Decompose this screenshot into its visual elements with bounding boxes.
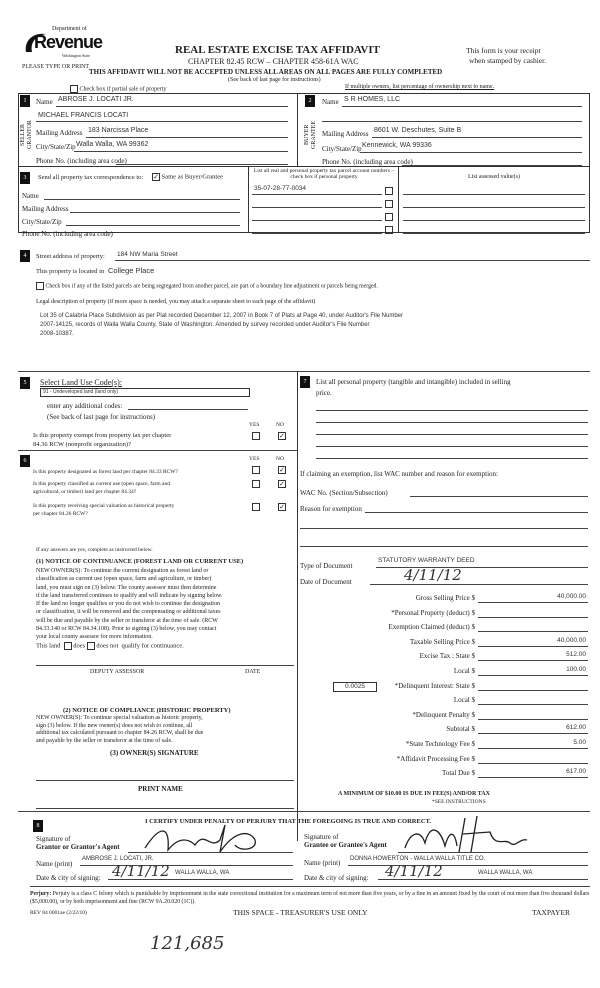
section-2-number: 2: [305, 95, 315, 107]
located-city[interactable]: College Place: [108, 266, 155, 275]
local-rate[interactable]: 0.0025: [333, 682, 377, 692]
exempt-no-checkbox[interactable]: ✓: [279, 432, 285, 440]
rev-number: REV 84 0001ae (2/22/10): [30, 910, 87, 916]
legal-description-3: 2008-10387.: [40, 331, 74, 337]
grantor-signature[interactable]: [140, 820, 280, 856]
receipt-note-2: when stamped by cashier.: [469, 56, 547, 65]
notice-2-line: NEW OWNER(S): To continue special valuation as historic property,: [36, 715, 203, 721]
tax-row-label: Taxable Selling Price $: [409, 637, 475, 646]
tax-row-label: *Delinquent Interest: State $: [394, 681, 475, 690]
tax-row-label: Subtotal $: [446, 725, 475, 734]
certify-statement: I CERTIFY UNDER PENALTY OF PERJURY THAT THE FOREGOING IS TRUE AND CORRECT.: [145, 818, 432, 825]
personal-property-checkbox[interactable]: [385, 200, 393, 208]
assessed-value-field[interactable]: [403, 233, 585, 234]
tax-row-value[interactable]: 612.00: [566, 724, 586, 732]
assessed-header: List assessed value(s): [468, 174, 520, 180]
exempt-question-2: 84.36 RCW (nonprofit organization)?: [33, 441, 131, 448]
land-use-label: Select Land Use Code(s):: [40, 378, 122, 387]
same-as-buyer-checkbox[interactable]: ✓: [153, 173, 159, 181]
seller-name-1[interactable]: ABROSE J. LOCATI JR.: [58, 96, 134, 103]
notice-1-line: will be due and payable by the seller or transferor at the time of sale. (RCW: [36, 617, 218, 624]
personal-property-checkbox[interactable]: [385, 213, 393, 221]
current-use-question-1: Is this property classified as current use (open space, farm and: [33, 481, 170, 487]
personal-property-checkbox[interactable]: [385, 187, 393, 195]
owner-signature-label: (3) OWNER(S) SIGNATURE: [110, 749, 199, 757]
section-4-number: 4: [20, 250, 30, 262]
date-label: DATE: [245, 669, 261, 675]
current-use-yes-checkbox[interactable]: [252, 480, 260, 488]
section-7-number: 7: [300, 376, 310, 388]
grantee-name-label: Name (print): [304, 859, 341, 867]
historic-yes-checkbox[interactable]: [252, 503, 260, 511]
exempt-question-1: Is this property exempt from property tax per chapter: [33, 432, 172, 439]
doc-date-label: Date of Document: [300, 578, 352, 586]
grantor-sig-label-2: Grantor or Grantor's Agent: [36, 843, 120, 851]
street-label: Street address of property:: [36, 253, 105, 260]
notice-1-text: [36, 567, 222, 642]
perjury-text: Perjury is a class C felony which is punishable by imprisonment in the state correctional institution for a maximum term of not more than five years, or by a fine in an amount fixed by the court of not more than five thousand dollars ($5,000.00), or by both imprisonment and fine (RCW 9A.20.020 (1C)).: [30, 891, 590, 905]
grantee-name[interactable]: DONNA HOWERTON - WALLA WALLA TITLE CO.: [350, 856, 486, 862]
grantee-sig-label-2: Grantee or Grantee's Agent: [304, 841, 387, 849]
exemption-label: If claiming an exemption, list WAC number and reason for exemption:: [300, 470, 498, 478]
seller-city[interactable]: Walla Walla, WA 99362: [76, 141, 149, 148]
grantor-name[interactable]: AMBROSE J. LOCATI, JR.: [82, 856, 154, 862]
please-type: PLEASE TYPE OR PRINT: [22, 64, 90, 70]
grantee-signature[interactable]: [395, 808, 535, 854]
seller-name-label: Name: [36, 98, 53, 106]
corr-phone-label: Phone No. (including area code): [22, 230, 113, 238]
seller-mailing[interactable]: 183 Narcissa Place: [88, 127, 149, 134]
continuance: [36, 642, 184, 650]
section-6-number: 6: [20, 455, 30, 467]
buyer-name-1[interactable]: S R HOMES, LLC: [344, 96, 401, 103]
perjury-notice: [30, 890, 590, 906]
seller-city-label: City/State/Zip: [36, 143, 76, 151]
notice-2-title: (2) NOTICE OF COMPLIANCE (HISTORIC PROPERTY): [63, 707, 231, 714]
dor-logo: [22, 26, 102, 62]
see-back-note: (See back of last page for instructions): [228, 77, 321, 83]
section-8-number: 8: [33, 820, 43, 832]
grantor-city[interactable]: WALLA WALLA, WA: [175, 870, 230, 876]
grantor-name-label: Name (print): [36, 860, 73, 868]
tax-row-label: Gross Selling Price $: [415, 594, 475, 602]
partial-sale[interactable]: [70, 85, 166, 93]
buyer-mailing[interactable]: 8601 W. Deschutes, Suite B: [374, 127, 462, 134]
buyer-side-label: BUYER GRANTEE: [304, 121, 317, 149]
doc-type[interactable]: STATUTORY WARRANTY DEED: [378, 557, 475, 564]
section-1-number: 1: [20, 95, 30, 107]
yes-header-6: YES: [249, 456, 260, 462]
legal-label: Legal description of property (if more space is needed, you may attach a separate sheet to each page of the affidavit): [36, 299, 316, 305]
section-3-number: 3: [20, 172, 30, 184]
notice-1-line: NEW OWNER(S): To continue the current designation as forest land or: [36, 568, 209, 574]
seller-phone-label: Phone No. (including area code): [36, 157, 127, 165]
tax-row-label: Excise Tax : State $: [419, 652, 475, 661]
no-header-6: NO: [276, 456, 284, 462]
form-subtitle: CHAPTER 82.45 RCW – CHAPTER 458-61A WAC: [188, 57, 359, 66]
grantee-date[interactable]: 4/11/12: [385, 862, 443, 880]
seller-name-2[interactable]: MICHAEL FRANCIS LOCATI: [38, 112, 129, 119]
partial-sale-checkbox[interactable]: [70, 85, 78, 93]
perjury-title: Perjury:: [30, 891, 52, 897]
minimum-note: A MINIMUM OF $10.00 IS DUE IN FEE(S) AND/OR TAX: [338, 791, 490, 797]
buyer-name-label: Name: [322, 98, 339, 106]
notice-1-line: land, you must sign on (3) below. The county assessor must then determine: [36, 584, 217, 591]
grantee-date-label: Date & city of signing:: [304, 874, 369, 882]
buyer-phone-label: Phone No. (including area code): [322, 158, 413, 166]
partial-sale-label: Check box if partial sale of property: [79, 86, 167, 93]
personal-property-label-1: List all personal property (tangible and intangible) included in selling: [316, 378, 511, 386]
correspondence-label: Send all property tax correspondence to:: [38, 174, 144, 181]
no-header-5: NO: [276, 422, 284, 428]
buyer-mailing-label: Mailing Address: [322, 130, 369, 138]
segregated-checkbox[interactable]: [36, 282, 44, 290]
tax-row-label: *Delinquent Penalty $: [412, 710, 475, 719]
deputy-assessor-label: DEPUTY ASSESSOR: [90, 669, 145, 675]
tax-row-label: Local $: [453, 667, 475, 675]
historic-no-checkbox[interactable]: ✓: [279, 503, 285, 511]
logo-dept: Department of: [52, 26, 87, 32]
tax-row-label: *Personal Property (deduct) $: [391, 608, 475, 617]
tax-row-label: Exemption Claimed (deduct) $: [388, 623, 475, 632]
notice-2-line: sign (3) below. If the new owner(s) does not wish to continue, all: [36, 722, 193, 729]
doc-type-label: Type of Document: [300, 562, 353, 570]
this-land-label: This land: [36, 642, 61, 650]
section-5-number: 5: [20, 377, 30, 389]
assessed-value-field[interactable]: [403, 207, 585, 208]
street-address[interactable]: 184 NW Maria Street: [117, 251, 178, 258]
tax-row-label: Total Due $: [442, 769, 475, 778]
logo-brand: Revenue: [34, 32, 103, 52]
if-yes-note: If any answers are yes, complete as instructed below.: [36, 547, 153, 553]
exempt-yes-checkbox[interactable]: [252, 432, 260, 440]
notice-1-line: If the land no longer qualifies or you do not wish to continue the designation: [36, 601, 220, 608]
notice-1-line: your local county assessor for more information.: [36, 634, 153, 641]
assessed-value-field[interactable]: [403, 194, 585, 195]
segregated[interactable]: [36, 282, 378, 290]
tax-row-label: *Affidavit Processing Fee $: [396, 754, 475, 763]
tax-row-value[interactable]: 40,000.00: [557, 593, 586, 600]
treasurer-note: THIS SPACE - TREASURER'S USE ONLY: [233, 908, 368, 917]
located-label: This property is located in: [36, 268, 105, 275]
grantor-sig-label-1: Signature of: [36, 835, 71, 843]
forest-question: Is this property designated as forest land per chapter 84.33 RCW?: [33, 469, 178, 475]
form-title: REAL ESTATE EXCISE TAX AFFIDAVIT: [175, 44, 380, 56]
logo-state: Washington State: [62, 53, 91, 58]
notice-2-line: additional tax calculated pursuant to chapter 84.26 RCW, shall be due: [36, 730, 204, 736]
tax-row-value[interactable]: 512.00: [566, 651, 586, 659]
does-not-label: does not: [96, 642, 119, 650]
tax-row-value[interactable]: 40,000.00: [557, 636, 586, 644]
legal-description-1: Lot 35 of Calabria Place Subdivision as per Plat recorded December 12, 2007 in Book 7 of Plats at Page 40, under Auditor's File Number: [40, 313, 404, 319]
buyer-city[interactable]: Kennewick, WA 99336: [362, 142, 432, 149]
notice-1-line: or classification, it will be removed and the compensating or additional taxes: [36, 609, 221, 616]
form-warning: THIS AFFIDAVIT WILL NOT BE ACCEPTED UNLESS ALL AREAS ON ALL PAGES ARE FULLY COMPLETED: [89, 68, 443, 76]
grantor-date-label: Date & city of signing:: [36, 874, 101, 882]
segregated-label: Check box if any of the listed parcels are being segregated from another parcel, are part of a boundary line adjustment or parcels being merged.: [45, 283, 378, 290]
taxpayer-label: TAXPAYER: [532, 908, 571, 917]
doc-date[interactable]: 4/11/12: [404, 566, 462, 584]
land-use-see-back: (See back of last page for instructions): [47, 413, 156, 421]
buyer-city-label: City/State/Zip: [322, 145, 362, 153]
tax-row-label: *State Technology Fee $: [405, 740, 475, 748]
handwritten-number: 121,685: [150, 933, 225, 954]
seller-mailing-label: Mailing Address: [36, 129, 83, 137]
notice-1-line: classification as current use (open space, farm and agriculture, or timber): [36, 576, 212, 583]
grantee-city[interactable]: WALLA WALLA, WA: [478, 870, 533, 876]
forest-no-checkbox[interactable]: ✓: [279, 466, 285, 474]
reason-label: Reason for exemption: [300, 505, 362, 513]
parcels-header: List all real and personal property tax parcel account numbers – check box if personal property: [253, 168, 395, 180]
see-instructions: *SEE INSTRUCTIONS: [432, 799, 486, 805]
corr-city-label: City/State/Zip: [22, 218, 62, 226]
additional-codes-label: enter any additional codes:: [47, 402, 123, 410]
receipt-note-1: This form is your receipt: [466, 46, 541, 55]
notice-1-title: (1) NOTICE OF CONTINUANCE (FOREST LAND OR CURRENT USE): [36, 558, 244, 565]
tax-row-value[interactable]: 617.00: [566, 768, 586, 776]
current-use-question-2: agricultural, or timber) land per chapter 84.34?: [33, 489, 137, 495]
grantor-date[interactable]: 4/11/12: [112, 862, 170, 880]
tax-row-label: Local $: [453, 696, 475, 705]
notice-2-text: [36, 715, 203, 745]
personal-property-label-2: price.: [316, 389, 332, 397]
same-as-buyer[interactable]: [152, 173, 223, 181]
does-not-checkbox[interactable]: [87, 642, 95, 650]
notice-1-line: if the land transferred continues to qualify and will indicate by signing below.: [36, 592, 223, 599]
seller-side-label: SELLER GRANTOR: [20, 120, 33, 150]
current-use-no-checkbox[interactable]: ✓: [279, 480, 285, 488]
column-divider: [297, 371, 298, 841]
grantee-sig-label-1: Signature of: [304, 833, 339, 841]
does-label: does: [73, 642, 86, 650]
parcel-number[interactable]: 35-07-28-77-0034: [254, 185, 307, 192]
legal-description-2: 2007-14125, records of Walla Walla County, State of Washington. Amended by survey recorded under Auditor's File Number: [40, 322, 370, 328]
historic-question-2: per chapter 84.26 RCW?: [33, 511, 88, 517]
land-use-select[interactable]: 91 - Undeveloped land (land only): [40, 388, 250, 397]
multiple-owners-note: If multiple owners, list percentage of ownership next to name.: [345, 84, 495, 90]
wac-label: WAC No. (Section/Subsection): [300, 489, 388, 497]
historic-question-1: Is this property receiving special valuation as historical property: [33, 503, 175, 509]
personal-property-checkbox[interactable]: [385, 226, 393, 234]
corr-name-label: Name: [22, 192, 39, 200]
forest-yes-checkbox[interactable]: [252, 466, 260, 474]
print-name-label: PRINT NAME: [138, 785, 183, 793]
assessed-value-field[interactable]: [403, 220, 585, 221]
tax-row-value[interactable]: 100.00: [566, 666, 586, 673]
same-as-buyer-label: Same as Buyer/Grantee: [161, 173, 223, 181]
notice-1-line: 84.33.140 or RCW 84.34.108). Prior to signing (3) below, you may contact: [36, 626, 217, 633]
does-checkbox[interactable]: [64, 642, 72, 650]
corr-mailing-label: Mailing Address: [22, 205, 69, 213]
notice-2-line: and payable by the seller or transferor at the time of sale.: [36, 737, 173, 744]
tax-row-value[interactable]: 5.00: [573, 739, 586, 746]
yes-header-5: YES: [249, 422, 260, 428]
qualify-label: qualify for continuance.: [121, 642, 184, 650]
